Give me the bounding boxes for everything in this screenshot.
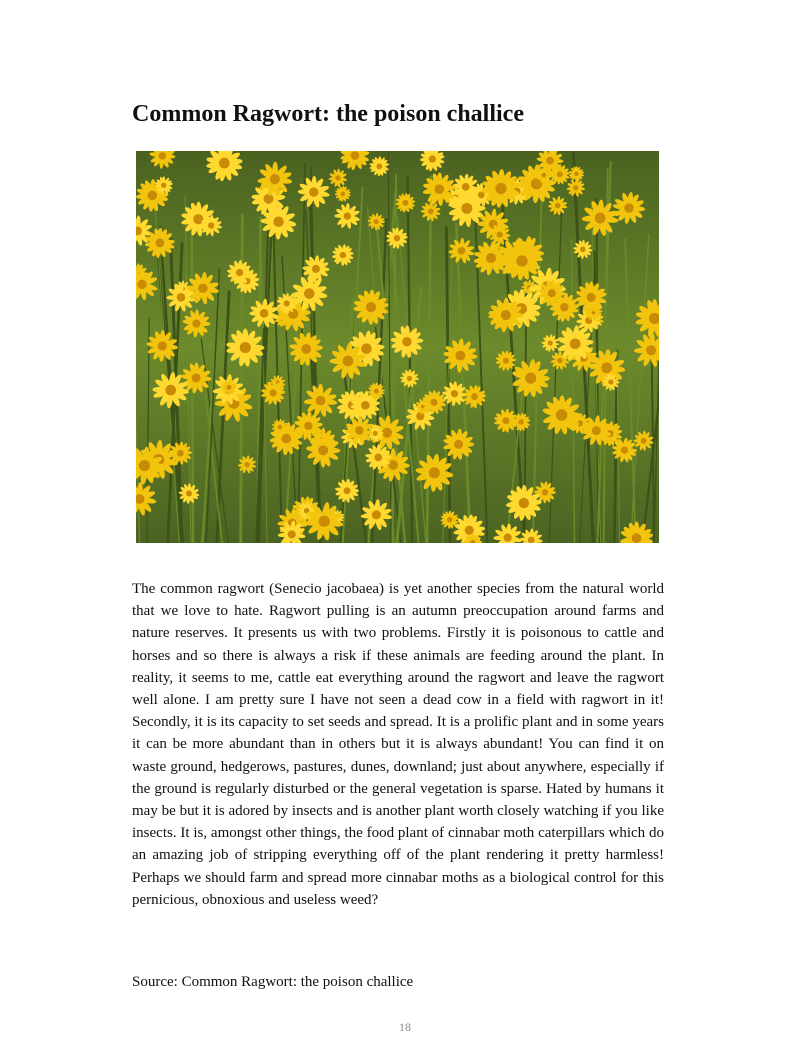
page-number: 18 [399, 1020, 411, 1034]
source-citation: Source: Common Ragwort: the poison challice [132, 974, 414, 990]
page-title: Common Ragwort: the poison challice [132, 101, 524, 127]
body-paragraph: The common ragwort (Senecio jacobaea) is yet another species from the natural world that we love to hate. Ragwort pulling is an autumn preoccupation around farms and nature reserves. It presents us with two problems. Firstly it is poisonous to cattle and horses and so there is always a risk if these animals are feeding around the plant. In reality, it seems to me, cattle eat everything around the ragwort and leave the ragwort well alone. I am pretty sure I have not seen a dead cow in a field with ragwort in it! Secondly, it is its capacity to set seeds and spread. It is a prolific plant and in some years it can be more abundant than in others but it is always abundant! You can find it on waste ground, hedgerows, pastures, dunes, downland; just about anywhere, especially if the ground is regularly disturbed or the general vegetation is sparse. Hated by humans it may be but it is adored by insects and is another plant worth closely watching if you like insects. It is, amongst other things, the food plant of cinnabar moth caterpillars which do an amazing job of stripping everything off of the plant rendering it pretty harmless! Perhaps we should farm and spread more cinnabar moths as a biological control for this pernicious, obnoxious and useless weed? [132, 581, 664, 908]
ragwort-flowers-image [136, 151, 659, 543]
ragwort-flowers-photo [136, 151, 659, 543]
